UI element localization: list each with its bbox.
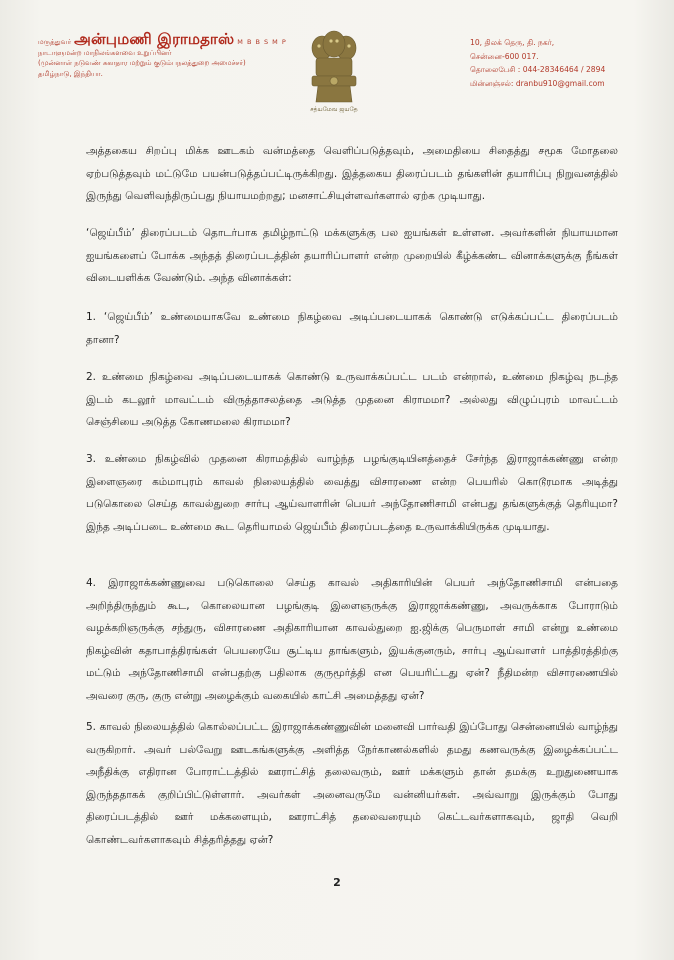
question-3: 3. உண்மை நிகழ்வில் முதனை கிராமத்தில் வாழ்ந்த பழங்குடியினத்தைச் சேர்ந்த இராஜாக்கண்ணு என்ற இளைஞரை கம்மாபுரம் காவல் நிலையத்தில் வைத்து விசாரணை என்ற பெயரில் கொடூரமாக அடித்து படுகொலை செய்த காவல்துறை சார்பு ஆய்வாளரின் பெயர் அந்தோணிசாமி என்பது தங்களுக்குத் தெரியுமா? இந்த அடிப்படை உண்மை கூட தெரியாமல் ஜெய்பீம் திரைப்படத்தை உருவாக்கியிருக்க முடியாது. [86, 453, 618, 533]
sender-name: அன்புமணி இராமதாஸ் [74, 30, 235, 48]
question-5: 5. காவல் நிலையத்தில் கொல்லப்பட்ட இராஜாக்கண்ணுவின் மனைவி பார்வதி இப்போது சென்னையில் வாழ்ந்து வருகிறார். அவர் பல்வேறு ஊடகங்களுக்கு அளித்த நேர்காணல்களில் தமது கணவருக்கு இழைக்கப்பட்ட அநீதிக்கு எதிரான போராட்டத்தில் ஊராட்சித் தலைவரும், ஊர் மக்களும் தான் தமக்கு உறுதுணையாக இருந்ததாகக் குறிப்பிட்டுள்ளார். அவர்கள் அனைவருமே வன்னியர்கள். அவ்வாறு இருக்கும் போது திரைப்படத்தில் ஊர் மக்களையும், ஊராட்சித் தலைவரையும் கெட்டவர்களாகவும், ஜாதி வெறி கொண்டவர்களாகவும் சித்தரித்தது ஏன்? [86, 721, 618, 846]
page-number: 2 [333, 876, 341, 889]
letterhead-contact [470, 36, 670, 90]
sender-location: தமிழ்நாடு, இந்தியா. [38, 69, 103, 78]
paragraph-questions-intro: ‘ஜெய்பீம்’ திரைப்படம் தொடர்பாக தமிழ்நாட்டு மக்களுக்கு பல ஐயங்கள் உள்ளன. அவர்களின் நியாயமான ஐயங்களைப் போக்க அந்தத் திரைப்படத்தின் தயாரிப்பாளர் என்ற முறையில் கீழ்க்கண்ட வினாக்களுக்கு நீங்கள் விடையளிக்க வேண்டும். அந்த வினாக்கள்: [86, 227, 618, 284]
sender-title-1: நாடாளுமன்ற மாநிலங்களவை உறுப்பினர் [38, 48, 172, 57]
address-line-1: 10, திலக் தெரு, தி. நகர், [470, 38, 555, 47]
letterhead-sender [38, 30, 338, 79]
address-line-2: சென்னை-600 017. [470, 51, 539, 61]
phone-number: தொலைபேசி : 044-28346464 / 2894 [470, 65, 606, 74]
emblem-motto: சத்யமேவ ஜயதே [310, 106, 358, 113]
question-2: 2. உண்மை நிகழ்வை அடிப்படையாகக் கொண்டு உருவாக்கப்பட்ட படம் என்றால், உண்மை நிகழ்வு நடந்த இடம் கடலூர் மாவட்டம் விருத்தாசலத்தை அடுத்த முதனை கிராமமா? அல்லது விழுப்புரம் மாவட்டம் செஞ்சியை அடுத்த கோணமலை கிராமமா? [86, 371, 618, 428]
paragraph-intro: அத்தகைய சிறப்பு மிக்க ஊடகம் வன்மத்தை வெளிப்படுத்தவும், அமைதியை சிதைத்து சமூக மோதலை ஏற்படுத்தவும் மட்டுமே பயன்படுத்தப்பட்டிருக்கிறது. இத்தகைய திரைப்படம் தங்களின் தயாரிப்பு நிறுவனத்தில் இருந்து வெளிவந்திருப்பது நியாயமற்றது; மனசாட்சியுள்ளவர்களால் ஏற்க முடியாது. [86, 145, 618, 202]
sender-degree: M B B S M P [237, 38, 287, 46]
email-address: மின்னஞ்சல்: dranbu910@gmail.com [470, 78, 605, 88]
sender-prefix: மருத்துவர் [38, 38, 72, 46]
national-emblem [302, 26, 366, 118]
sender-title-2: (முன்னாள் நடுவண் சுகாதார மற்றும் குடும்பநலத்துறை அமைச்சர்) [38, 59, 246, 67]
lion-capital-icon [302, 26, 366, 106]
question-4: 4. இராஜாக்கண்ணுவை படுகொலை செய்த காவல் அதிகாரியின் பெயர் அந்தோணிசாமி என்பதை அறிந்திருந்தும் கூட, கொலையான பழங்குடி இளைஞருக்கு இராஜாக்கண்ணு, அவருக்காக போராடும் வழக்கறிஞருக்கு சந்துரு, விசாரணை அதிகாரியான காவல்துறை ஐ.ஜிக்கு பெருமாள் சாமி என்று உண்மை நிகழ்வின் கதாபாத்திரங்கள் பெயரையே சூட்டிய தாங்களும், இயக்குனரும், சார்பு ஆய்வாளர் பாத்திரத்திற்கு மட்டும் அந்தோணிசாமி என்பதற்கு பதிலாக குருமூர்த்தி என பெயரிட்டது ஏன்? நீதிமன்ற விசாரணையில் அவரை குரு, குரு என்று அழைக்கும் வகையில் காட்சி அமைத்தது ஏன்? [86, 577, 618, 702]
question-1: 1. ‘ஜெய்பீம்’ உண்மையாகவே உண்மை நிகழ்வை அடிப்படையாகக் கொண்டு எடுக்கப்பட்ட திரைப்படம் தானா? [86, 311, 618, 346]
